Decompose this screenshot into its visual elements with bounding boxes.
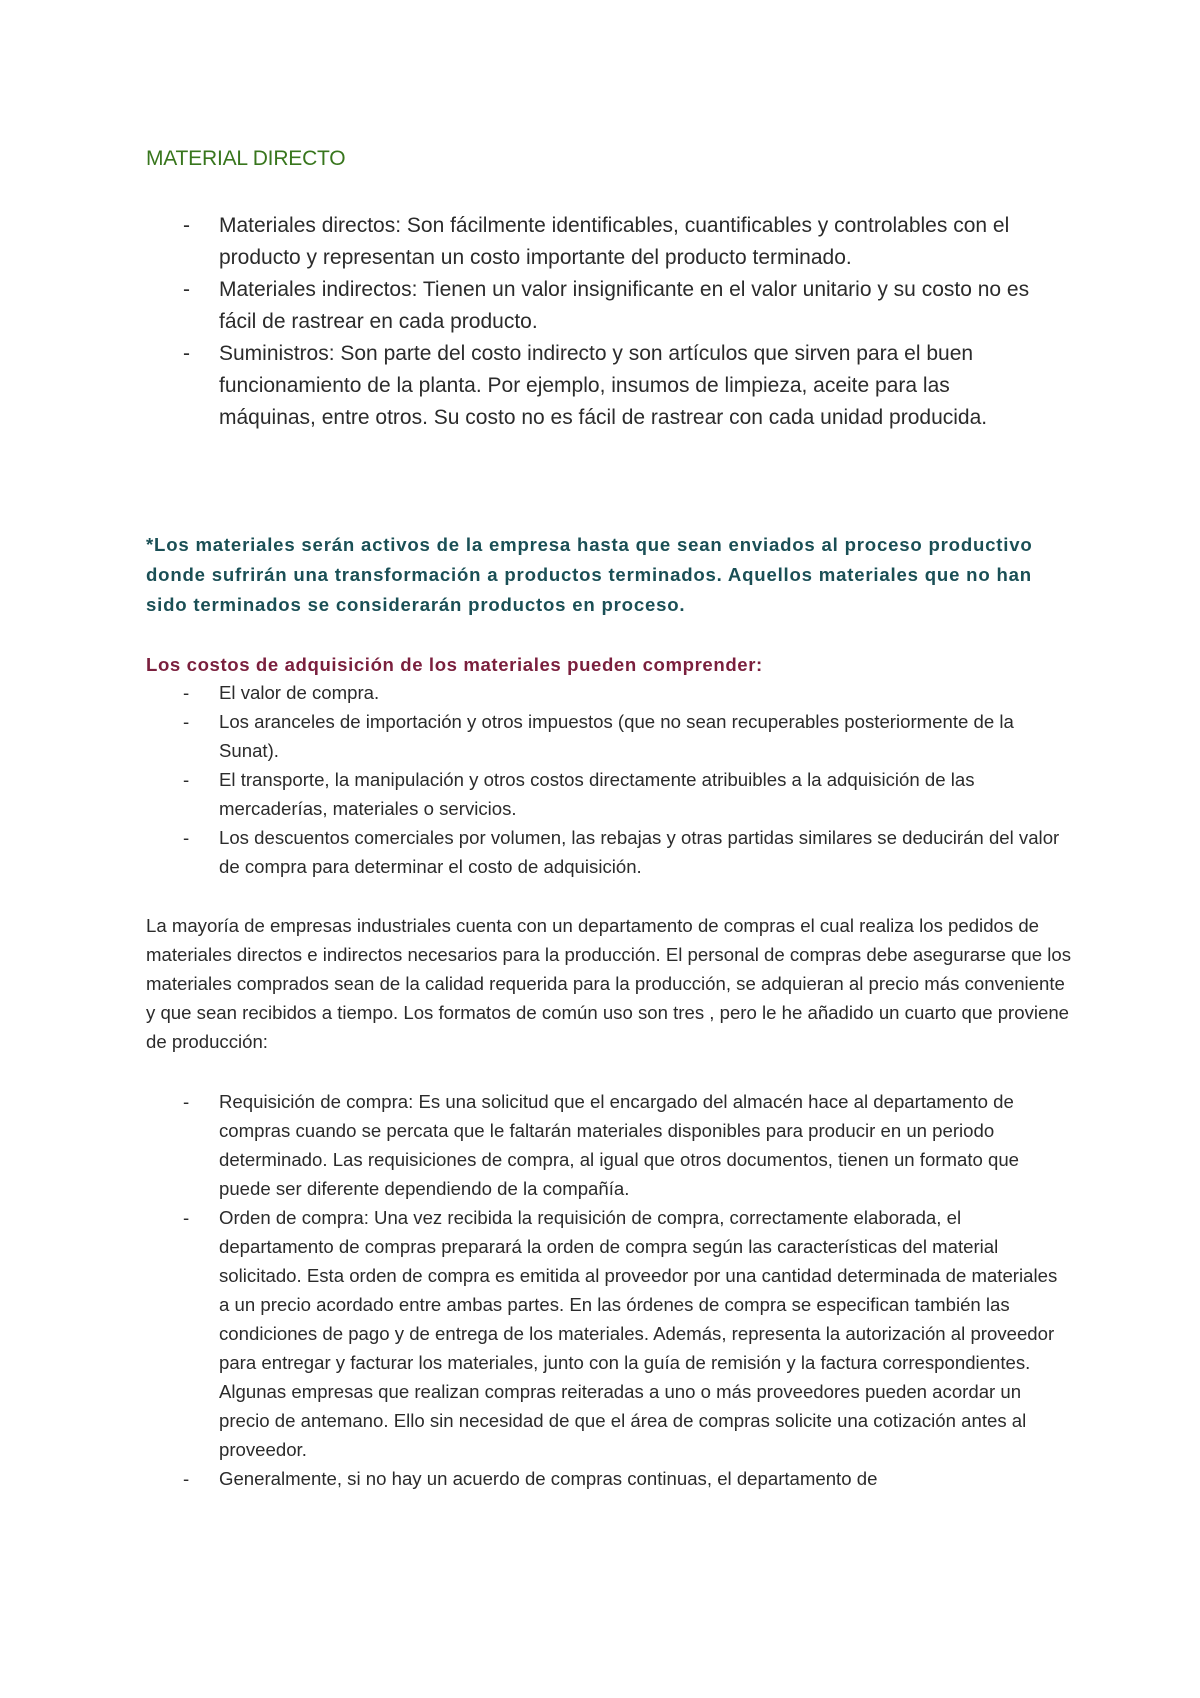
acquisition-costs-list — [146, 678, 1066, 881]
list-item: - Los aranceles de importación y otros impuestos (que no sean recuperables posteriormente de la Sunat). — [146, 707, 1066, 765]
list-item: - El valor de compra. — [146, 678, 1066, 707]
body-paragraph: La mayoría de empresas industriales cuenta con un departamento de compras el cual realiza los pedidos de materiales directos e indirectos necesarios para la producción. El personal de compras debe asegurarse que los materiales comprados sean de la calidad requerida para la producción, se adquieran al precio más conveniente y que sean recibidos a tiempo. Los formatos de común uso son tres , pero le he añadido un cuarto que proviene de producción: — [146, 915, 1072, 1052]
list-item: - Materiales indirectos: Tienen un valor insignificante en el valor unitario y su costo no es fácil de rastrear en cada producto. — [146, 274, 1046, 338]
list-item: - Generalmente, si no hay un acuerdo de compras continuas, el departamento de — [146, 1464, 1066, 1493]
list-item: - Requisición de compra: Es una solicitud que el encargado del almacén hace al departamento de compras cuando se percata que le faltarán materiales disponibles para producir en un periodo determinado. Las requisiciones de compra, al igual que otros documentos, tienen un formato que puede ser diferente dependiendo de la compañía. — [146, 1087, 1066, 1203]
list-item: - Materiales directos: Son fácilmente identificables, cuantificables y controlables con el producto y representan un costo importante del producto terminado. — [146, 210, 1046, 274]
section-heading: MATERIAL DIRECTO — [146, 147, 346, 170]
list-item: - Suministros: Son parte del costo indirecto y son artículos que sirven para el buen funcionamiento de la planta. Por ejemplo, insumos de limpieza, aceite para las máquinas, entre otros. Su costo no es fácil de rastrear con cada unidad producida. — [146, 338, 1046, 434]
purchase-formats-list — [146, 1087, 1066, 1493]
material-types-list — [146, 210, 1046, 434]
list-item: - Orden de compra: Una vez recibida la requisición de compra, correctamente elaborada, el departamento de compras preparará la orden de compra según las características del material solicitado. Esta orden de compra es emitida al proveedor por una cantidad determinada de materiales a un precio acordado entre ambas partes. En las órdenes de compra se especifican también las condiciones de pago y de entrega de los materiales. Además, representa la autorización al proveedor para entregar y facturar los materiales, junto con la guía de remisión y la factura correspondientes. Algunas empresas que realizan compras reiteradas a uno o más proveedores pueden acordar un precio de antemano. Ello sin necesidad de que el área de compras solicite una cotización antes al proveedor. — [146, 1203, 1066, 1464]
list-item: - Los descuentos comerciales por volumen, las rebajas y otras partidas similares se deducirán del valor de compra para determinar el costo de adquisición. — [146, 823, 1066, 881]
list-item: - El transporte, la manipulación y otros costos directamente atribuibles a la adquisición de las mercaderías, materiales o servicios. — [146, 765, 1066, 823]
costs-subheading: Los costos de adquisición de los materiales pueden comprender: — [146, 654, 763, 675]
highlight-note: *Los materiales serán activos de la empresa hasta que sean enviados al proceso productivo donde sufrirán una transformación a productos terminados. Aquellos materiales que no han sido terminados se considerarán productos en proceso. — [146, 534, 1033, 615]
